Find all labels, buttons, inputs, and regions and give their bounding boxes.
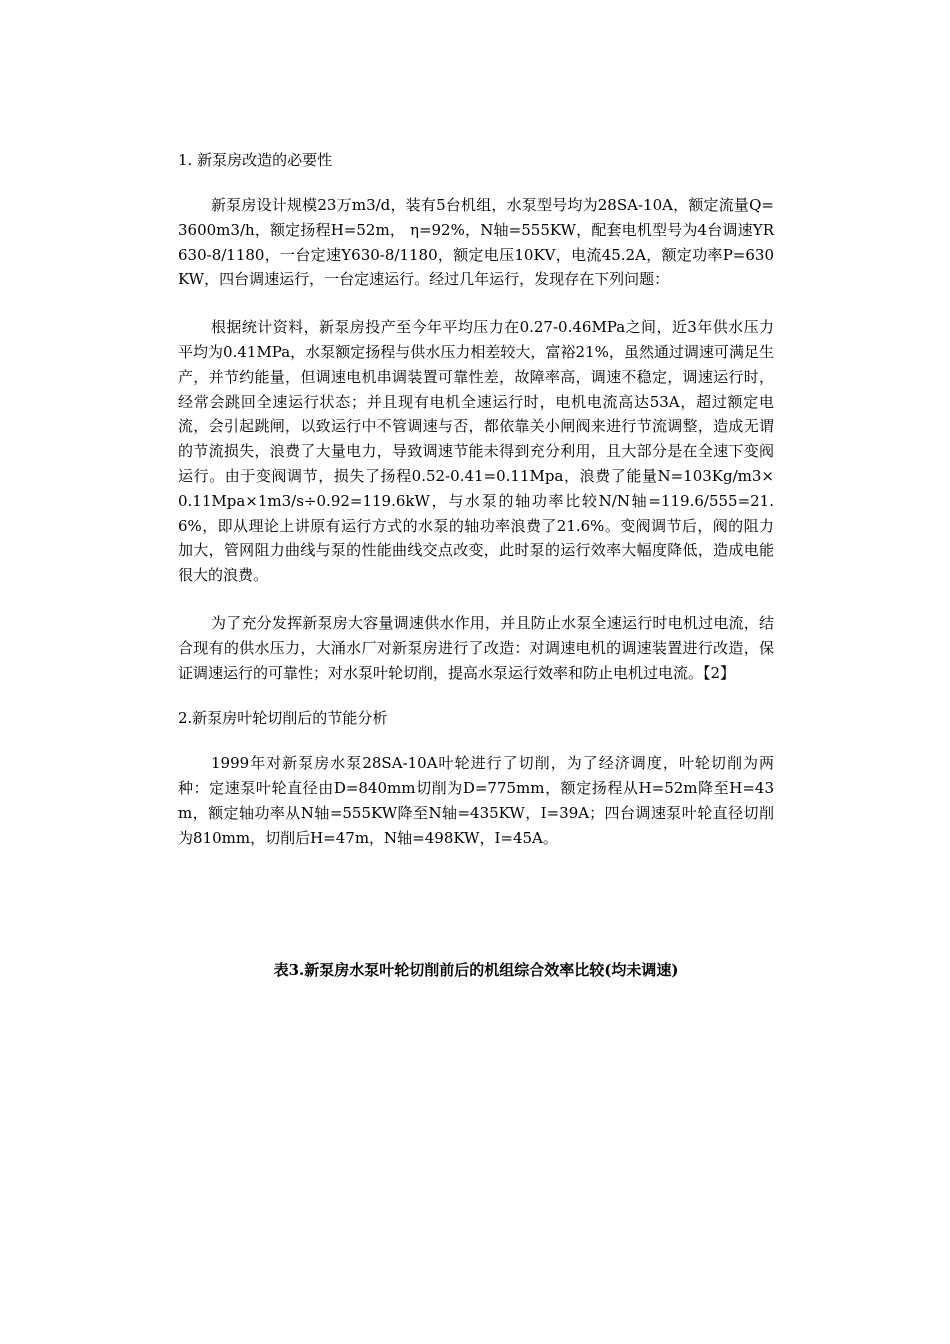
document-body <box>178 148 774 979</box>
section-1-title: 1. 新泵房改造的必要性 <box>178 151 333 169</box>
section-2-title: 2.新泵房叶轮切削后的节能分析 <box>178 709 388 728</box>
section-1-paragraph-1: 新泵房设计规模23万m3/d，装有5台机组，水泵型号均为28SA-10A，额定流量Q=3600m3/h，额定扬程H=52m， η=92%，N轴=555KW，配套电机型号为4台调速YR630-8/1180，一台定速Y630-8/1180，额定电压10KV，电流45.2A，额定功率P=630KW，四台调速运行，一台定速运行。经过几年运行，发现存在下列问题： <box>178 196 774 289</box>
section-1-paragraph-2: 根据统计资料，新泵房投产至今年平均压力在0.27-0.46MPa之间，近3年供水压力平均为0.41MPa，水泵额定扬程与供水压力相差较大，富裕21%，虽然通过调速可满足生产，并节约能量，但调速电机串调装置可靠性差，故障率高，调速不稳定，调速运行时，经常会跳回全速运行状态；并且现有电机全速运行时，电机电流高达53A，超过额定电流，会引起跳闸，以致运行中不管调速与否，都依靠关小闸阀来进行节流调整，造成无谓的节流损失，浪费了大量电力，导致调速节能未得到充分利用，且大部分是在全速下变阀运行。由于变阀调节，损失了扬程0.52-0.41=0.11Mpa，浪费了能量N=103Kg/m3×0.11Mpa×1m3/s÷0.92=119.6kW，与水泵的轴功率比较N/N轴=119.6/555=21.6%，即从理论上讲原有运行方式的水泵的轴功率浪费了21.6%。变阀调节后，阀的阻力加大，管网阻力曲线与泵的性能曲线交点改变，此时泵的运行效率大幅度降低，造成电能很大的浪费。 <box>178 318 774 585</box>
table-caption: 表3.新泵房水泵叶轮切削前后的机组综合效率比较(均未调速) <box>273 961 679 979</box>
section-2-paragraph-1: 1999年对新泵房水泵28SA-10A叶轮进行了切削，为了经济调度，叶轮切削为两种：定速泵叶轮直径由D=840mm切削为D=775mm，额定扬程从H=52m降至H=43m，额定轴功率从N轴=555KW降至N轴=435KW，I=39A；四台调速泵叶轮直径切削为810mm，切削后H=47m，N轴=498KW，I=45A。 <box>178 754 774 847</box>
section-1-paragraph-3: 为了充分发挥新泵房大容量调速供水作用，并且防止水泵全速运行时电机过电流，结合现有的供水压力，大涌水厂对新泵房进行了改造：对调速电机的调速装置进行改造，保证调速运行的可靠性；对水泵叶轮切削，提高水泵运行效率和防止电机过电流。【2】 <box>178 613 774 682</box>
